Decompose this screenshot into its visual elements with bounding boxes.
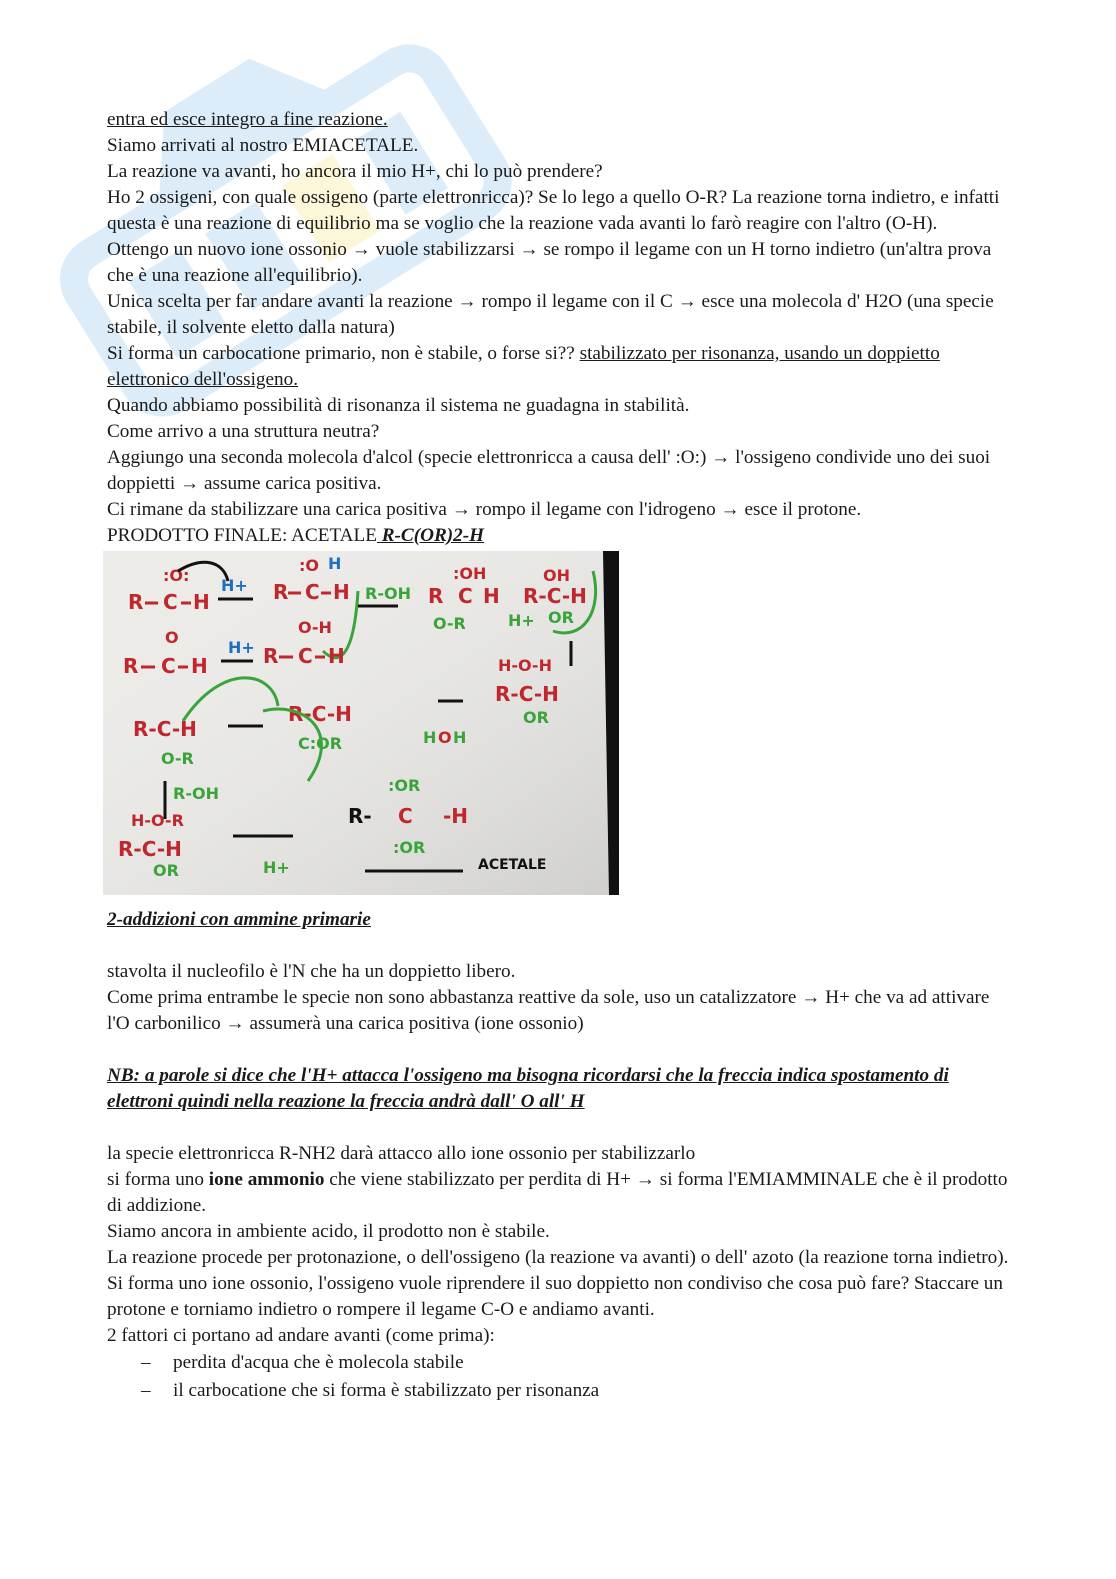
nb-note: NB: a parole si dice che l'H+ attacca l'ossigeno ma bisogna ricordarsi che la freccia indica spostamento di elettroni quindi nella reazione la freccia andrà dall' O all' H: [107, 1065, 949, 1112]
svg-text:O: O: [438, 728, 452, 747]
svg-text::O:: :O:: [163, 566, 190, 585]
svg-text:O-R: O-R: [433, 614, 466, 633]
svg-text::OR: :OR: [393, 838, 426, 857]
svg-text:R-OH: R-OH: [365, 584, 411, 603]
intro-line-proton-exit: Ci rimane da stabilizzare una carica positiva → rompo il legame con l'idrogeno → esce il protone.: [107, 499, 862, 520]
document-body: [107, 107, 1012, 1405]
svg-text:H: H: [328, 554, 342, 573]
section-para-oxonium: Si forma uno ione ossonio, l'ossigeno vuole riprendere il suo doppietto non condiviso che cosa può fare? Staccare un protone e torniamo indietro o rompere il legame C-O e andiamo avanti.: [107, 1273, 1003, 1320]
svg-text:H: H: [423, 728, 437, 747]
svg-text:R-: R-: [348, 804, 372, 828]
svg-text:R-C-H: R-C-H: [495, 682, 559, 706]
svg-text:R-C-H: R-C-H: [288, 702, 352, 726]
section-para-attack: la specie elettronricca R-NH2 darà attacco allo ione ossonio per stabilizzarlo: [107, 1143, 696, 1164]
resonance-note: stabilizzato per risonanza, usando un doppietto elettronico dell'ossigeno.: [107, 343, 940, 390]
svg-text:O: O: [165, 628, 179, 647]
svg-text:C: C: [398, 804, 413, 828]
svg-text:OR: OR: [153, 861, 179, 880]
h-plus-label-3: H+: [263, 858, 290, 877]
h-plus-label-2: H+: [228, 638, 255, 657]
acetale-label: ACETALE: [478, 857, 547, 873]
svg-text:C: C: [298, 644, 313, 668]
h-plus-label: H+: [221, 576, 248, 595]
intro-line-question: Come arrivo a una struttura neutra?: [107, 421, 380, 442]
svg-text::O: :O: [299, 556, 319, 575]
dash-bullet: –: [141, 1380, 151, 1401]
svg-text:H+: H+: [508, 611, 535, 630]
svg-text:R: R: [123, 654, 139, 678]
section-para-protonation: La reazione procede per protonazione, o dell'ossigeno (la reazione va avanti) o dell' azoto (la reazione torna indietro).: [107, 1247, 1009, 1268]
svg-text::OR: :OR: [388, 776, 421, 795]
svg-text:OH: OH: [543, 566, 570, 585]
svg-text:OR: OR: [548, 608, 574, 627]
svg-text:R-OH: R-OH: [173, 784, 219, 803]
section-heading: 2-addizioni con ammine primarie: [107, 909, 371, 930]
section-para-catalyst: Come prima entrambe le specie non sono abbastanza reattive da sole, uso un catalizzatore → H+ che va ad attivare l'O carbonilico → assumerà una carica positiva (ione ossonio): [107, 987, 990, 1034]
svg-text:R: R: [263, 644, 279, 668]
intro-line-1: entra ed esce integro a fine reazione.: [107, 109, 388, 130]
intro-paragraph-water-exit: Unica scelta per far andare avanti la reazione → rompo il legame con il C → esce una molecola d' H2O (una specie stabile, il solvente eletto dalla natura): [107, 291, 994, 338]
section-para-ammonium: si forma uno ione ammonio che viene stabilizzato per perdita di H+ → si forma l'EMIAMMINALE che è il prodotto di addizione.: [107, 1169, 1008, 1216]
intro-paragraph-oxonium: Ottengo un nuovo ione ossonio → vuole stabilizzarsi → se rompo il legame con un H torno indietro (un'altra prova che è una reazione all'equilibrio).: [107, 239, 992, 286]
svg-text:O-H: O-H: [298, 618, 332, 637]
section-para-nucleophile: stavolta il nucleofilo è l'N che ha un doppietto libero.: [107, 961, 516, 982]
svg-text:C: C: [163, 590, 178, 614]
svg-text:H: H: [328, 644, 345, 668]
svg-text:H: H: [333, 580, 350, 604]
acetal-formula: R-C(OR)2-H: [376, 525, 485, 546]
svg-text::OH: :OH: [453, 564, 487, 583]
list-item: – perdita d'acqua che è molecola stabile: [141, 1349, 1012, 1377]
svg-text:H: H: [191, 654, 208, 678]
svg-text:R: R: [428, 584, 444, 608]
svg-text:-H: -H: [443, 804, 469, 828]
svg-text:OR: OR: [523, 708, 549, 727]
svg-text:R: R: [128, 590, 144, 614]
svg-text:C: C: [305, 580, 320, 604]
section-para-factors: 2 fattori ci portano ad andare avanti (come prima):: [107, 1325, 495, 1346]
final-product-line: PRODOTTO FINALE: ACETALE R-C(OR)2-H: [107, 525, 485, 546]
svg-text:C:OR: C:OR: [298, 734, 343, 753]
svg-text:H: H: [193, 590, 210, 614]
svg-text:C: C: [458, 584, 473, 608]
svg-text:R-C-H: R-C-H: [118, 837, 182, 861]
svg-text:H: H: [483, 584, 500, 608]
svg-text:H: H: [453, 728, 467, 747]
svg-text:R-C-H: R-C-H: [133, 717, 197, 741]
intro-paragraph-oxygen-choice: Ho 2 ossigeni, con quale ossigeno (parte elettronricca)? Se lo lego a quello O-R? La reazione torna indietro, e infatti questa è una reazione di equilibrio ma se voglio che la reazione vada avanti lo farò reagire con l'altro (O-H).: [107, 187, 1000, 234]
ione-ammonio-term: ione ammonio: [208, 1169, 325, 1190]
dash-bullet: –: [141, 1352, 151, 1373]
list-item: – il carbocatione che si forma è stabilizzato per risonanza: [141, 1377, 1012, 1405]
intro-paragraph-second-alcohol: Aggiungo una seconda molecola d'alcol (specie elettronricca a causa dell' :O:) → l'ossigeno condivide uno dei suoi doppietti → assume carica positiva.: [107, 447, 991, 494]
intro-line-resonance: Quando abbiamo possibilità di risonanza il sistema ne guadagna in stabilità.: [107, 395, 690, 416]
svg-text:H-O-R: H-O-R: [131, 811, 184, 830]
svg-text:O-R: O-R: [161, 749, 194, 768]
svg-text:R: R: [273, 580, 289, 604]
intro-paragraph-carbocation: Si forma un carbocatione primario, non è stabile, o forse si?? stabilizzato per risonanza, usando un doppietto elettronico dell'ossigeno.: [107, 343, 940, 390]
intro-line-3: La reazione va avanti, ho ancora il mio H+, chi lo può prendere?: [107, 161, 603, 182]
mechanism-photo: [103, 551, 619, 895]
svg-text:H-O-H: H-O-H: [498, 656, 552, 675]
factors-list: [107, 1349, 1012, 1405]
intro-line-2: Siamo arrivati al nostro EMIACETALE.: [107, 135, 419, 156]
section-para-acidic: Siamo ancora in ambiente acido, il prodotto non è stabile.: [107, 1221, 550, 1242]
svg-text:R-C-H: R-C-H: [523, 584, 587, 608]
svg-text:C: C: [161, 654, 176, 678]
